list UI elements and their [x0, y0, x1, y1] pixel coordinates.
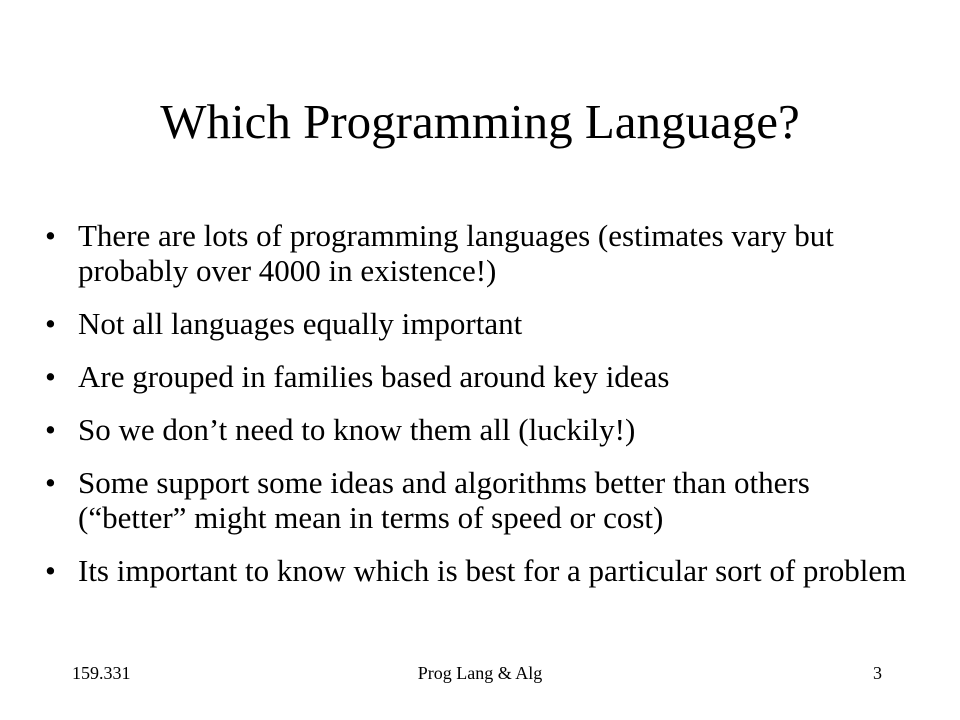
bullet-item — [45, 359, 925, 394]
bullet-text: Are grouped in families based around key ideas — [78, 359, 670, 394]
bullet-text: Its important to know which is best for a particular sort of problem — [78, 553, 907, 588]
bullet-icon: • — [45, 359, 56, 394]
slide-title: Which Programming Language? — [160, 94, 800, 149]
bullet-icon: • — [45, 465, 56, 500]
footer-page-number: 3 — [873, 663, 882, 683]
footer-course-code: 159.331 — [72, 663, 131, 683]
bullet-icon: • — [45, 306, 56, 341]
bullet-icon: • — [45, 553, 56, 588]
bullet-text: There are lots of programming languages (estimates vary but probably over 4000 in existence!) — [78, 218, 834, 288]
bullet-item — [45, 306, 925, 341]
bullet-icon: • — [45, 412, 56, 447]
bullet-text: Some support some ideas and algorithms better than others (“better” might mean in terms of speed or cost) — [78, 465, 810, 535]
bullet-list — [45, 218, 925, 606]
bullet-item — [45, 412, 925, 447]
bullet-item — [45, 465, 925, 535]
bullet-text: So we don’t need to know them all (luckily!) — [78, 412, 636, 447]
bullet-item — [45, 218, 925, 288]
bullet-item — [45, 553, 925, 588]
footer-course-title: Prog Lang & Alg — [417, 663, 543, 683]
bullet-icon: • — [45, 218, 56, 253]
bullet-text: Not all languages equally important — [78, 306, 523, 341]
